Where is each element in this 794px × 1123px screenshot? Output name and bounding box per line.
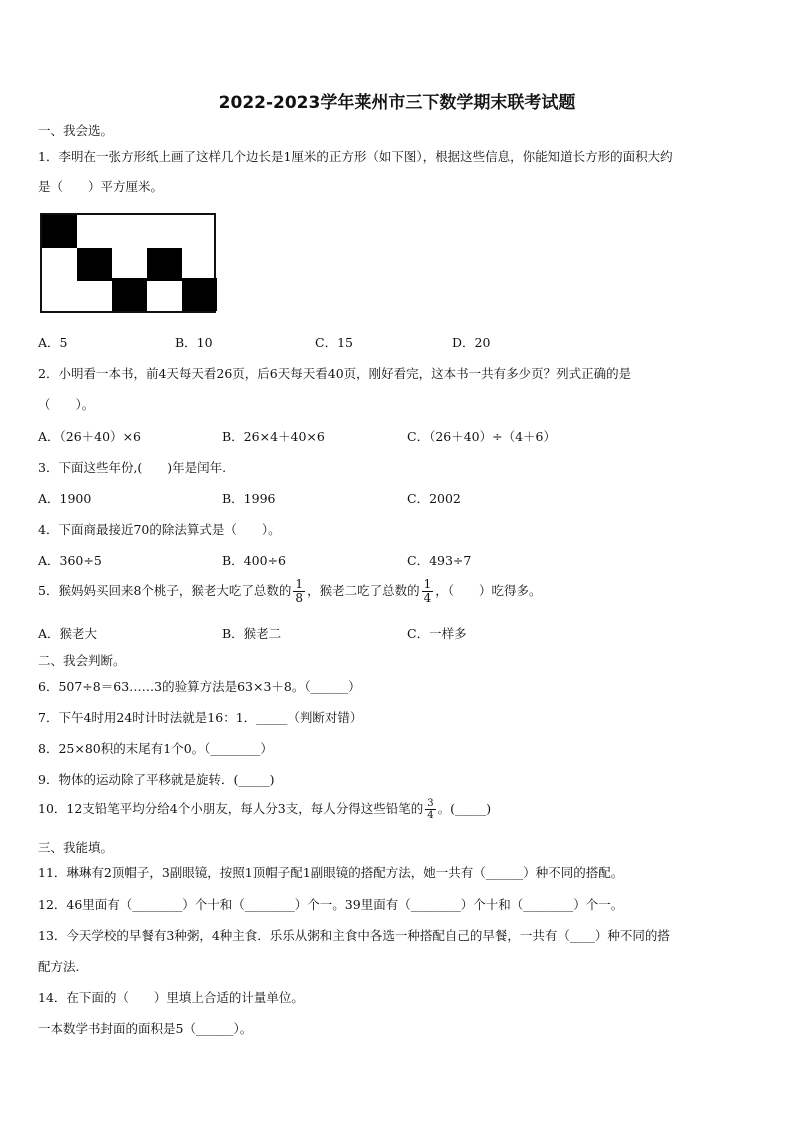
q1-option-c[interactable]: C．15 (315, 335, 353, 350)
question-3: 3．下面这些年份,( )年是闰年. (38, 460, 227, 475)
q3-option-b[interactable]: B．1996 (222, 491, 276, 506)
page-title: 2022-2023学年莱州市三下数学期末联考试题 (218, 93, 576, 113)
question-1-line-1: 1．李明在一张方形纸上画了这样几个边长是1厘米的正方形（如下图），根据这些信息，你能知道长方形的面积大约 (38, 149, 673, 164)
question-14-line-2: 一本数学书封面的面积是5（______）。 (38, 1021, 253, 1036)
q4-option-a[interactable]: A．360÷5 (38, 553, 102, 568)
q2-option-a[interactable]: A．（26＋40）×6 (38, 429, 142, 444)
q2-option-b[interactable]: B．26×4＋40×6 (222, 429, 325, 444)
q5-option-a[interactable]: A．猴老大 (38, 626, 98, 641)
q4-option-c[interactable]: C．493÷7 (407, 553, 472, 568)
q5-option-c[interactable]: C．一样多 (407, 626, 467, 641)
q2-option-c[interactable]: C．（26＋40）÷（4＋6） (407, 429, 557, 444)
question-11: 11．琳琳有2顶帽子，3副眼镜，按照1顶帽子配1副眼镜的搭配方法，她一共有（______）种不同的搭配。 (38, 865, 624, 880)
fraction-three-quarters: $\frac{3}{4}$ (427, 798, 434, 821)
q5-text-part-2: ，猴老二吃了总数的 (307, 583, 420, 598)
q10-text-part-2: 。(_____) (437, 801, 492, 816)
question-10 (38, 798, 491, 821)
question-5 (38, 578, 541, 605)
q1-option-d[interactable]: D．20 (452, 335, 491, 350)
section-heading-2: 二、我会判断。 (38, 653, 126, 668)
square-grid-figure (40, 213, 216, 313)
black-square (42, 215, 77, 248)
question-2-line-1: 2．小明看一本书，前4天每天看26页，后6天每天看40页，刚好看完，这本书一共有多少页？列式正确的是 (38, 366, 632, 381)
q10-text-part-1: 10．12支铅笔平均分给4个小朋友，每人分3支，每人分得这些铅笔的 (38, 801, 424, 816)
black-square (182, 278, 217, 311)
black-square (77, 248, 112, 281)
question-1-line-2: 是（ ）平方厘米。 (38, 179, 164, 194)
question-13-line-1: 13．今天学校的早餐有3种粥，4种主食．乐乐从粥和主食中各选一种搭配自己的早餐，一共有（____）种不同的搭 (38, 928, 670, 943)
question-13-line-2: 配方法. (38, 959, 80, 974)
question-8: 8．25×80积的末尾有1个0。（________） (38, 741, 273, 756)
q3-option-a[interactable]: A．1900 (38, 491, 92, 506)
question-12: 12．46里面有（________）个十和（________）个一。39里面有（________）个十和（________）个一。 (38, 897, 624, 912)
q3-option-c[interactable]: C．2002 (407, 491, 461, 506)
black-square (112, 278, 147, 311)
q5-text-part-3: ，（ ）吃得多。 (435, 583, 542, 598)
question-4: 4．下面商最接近70的除法算式是（ ）。 (38, 522, 281, 537)
q1-option-a[interactable]: A．5 (38, 335, 68, 350)
question-9: 9．物体的运动除了平移就是旋转．(_____) (38, 772, 275, 787)
q4-option-b[interactable]: B．400÷6 (222, 553, 286, 568)
question-14-line-1: 14．在下面的（ ）里填上合适的计量单位。 (38, 990, 304, 1005)
question-7: 7．下午4时用24时计时法就是16：1．_____（判断对错） (38, 710, 363, 725)
q5-option-b[interactable]: B．猴老二 (222, 626, 282, 641)
q5-text-part-1: 5．猴妈妈买回来8个桃子，猴老大吃了总数的 (38, 583, 292, 598)
question-6: 6．507÷8＝63……3的验算方法是63×3＋8。（______） (38, 679, 361, 694)
fraction-one-eighth: $\frac{1}{8}$ (295, 577, 304, 605)
black-square (147, 248, 182, 281)
section-heading-3: 三、我能填。 (38, 840, 114, 855)
q1-option-b[interactable]: B．10 (175, 335, 213, 350)
section-heading-1: 一、我会选。 (38, 123, 114, 138)
question-2-line-2: （ ）。 (38, 397, 95, 412)
fraction-one-quarter: $\frac{1}{4}$ (423, 577, 432, 605)
